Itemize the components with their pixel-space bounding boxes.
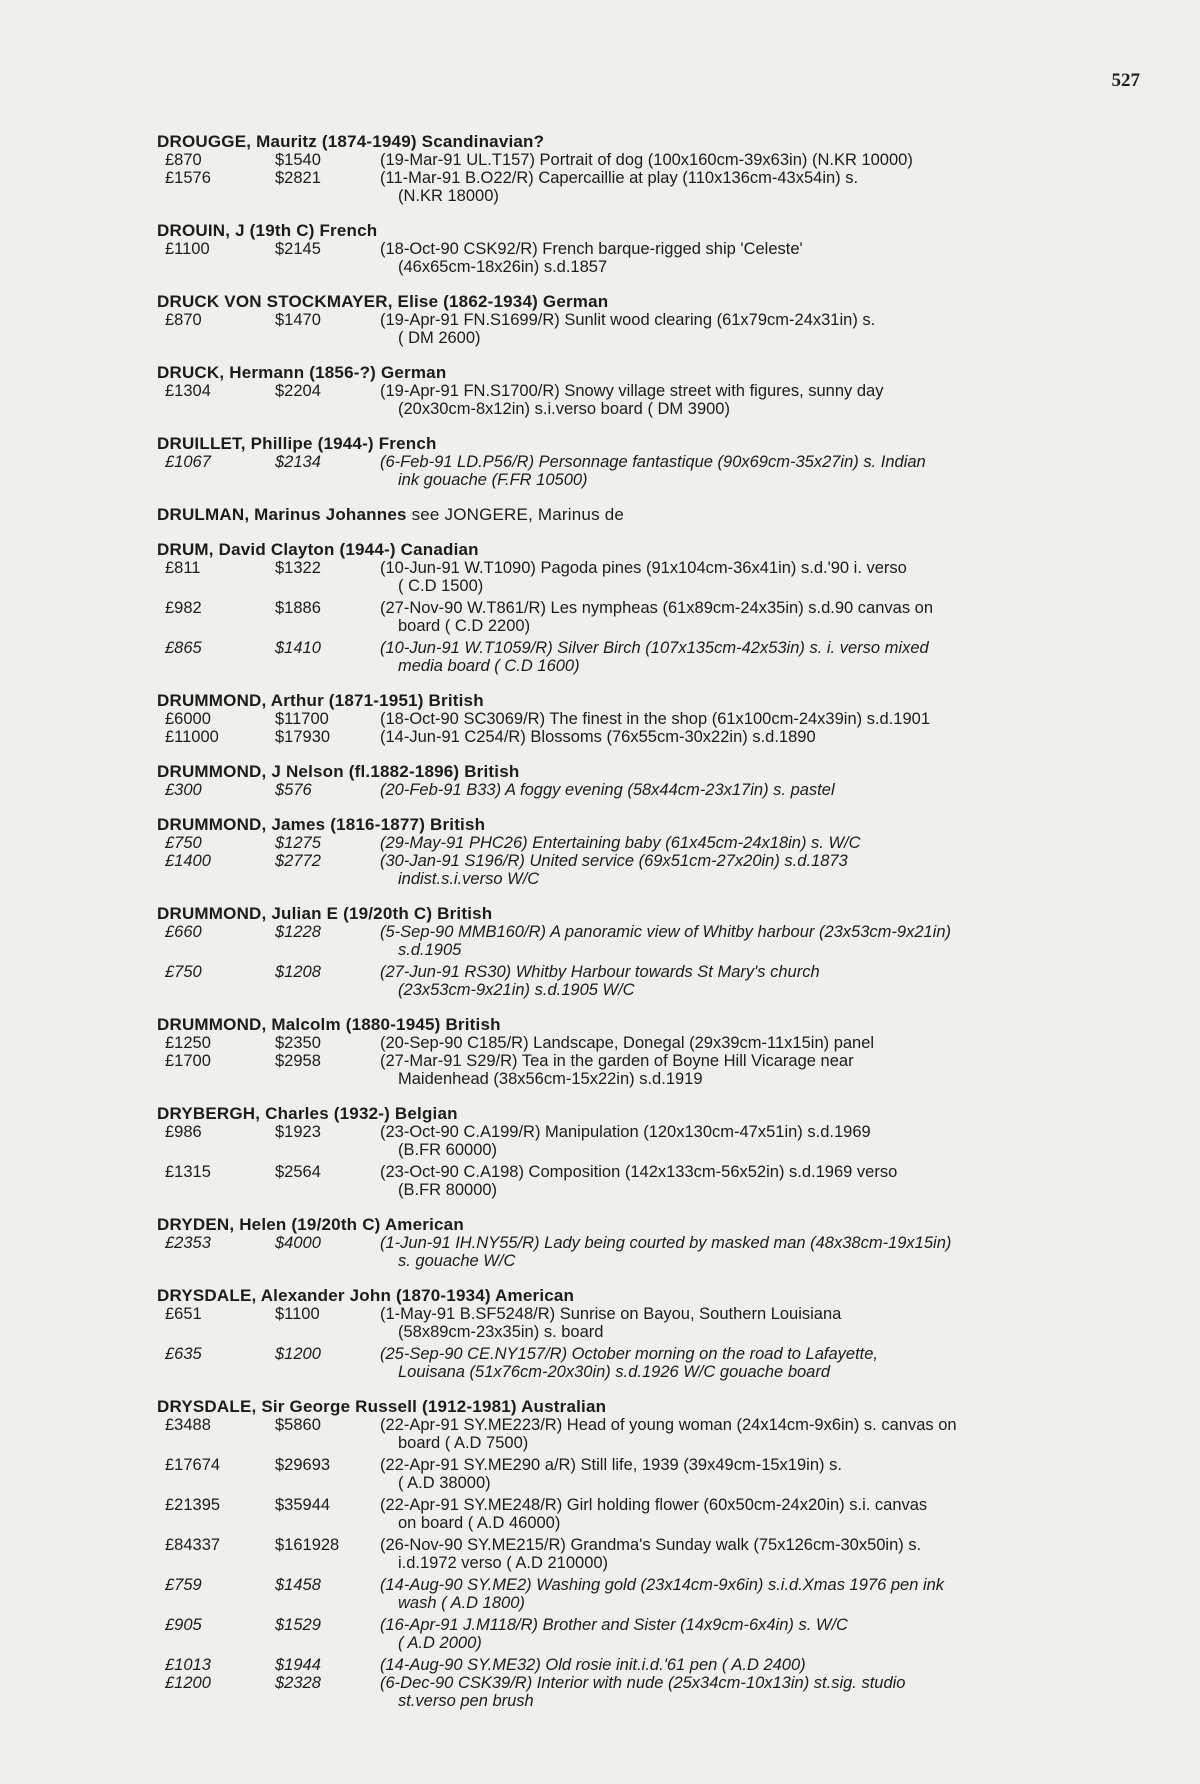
sale-description-line: (18-Oct-90 SC3069/R) The finest in the shop (61x100cm-24x39in) s.d.1901 <box>380 710 930 728</box>
artist-entry <box>157 904 1140 999</box>
price-gbp: £6000 <box>165 710 211 728</box>
sale-description <box>380 1345 1140 1381</box>
price-gbp: £1250 <box>165 1034 211 1052</box>
sale-description-line: (29-May-91 PHC26) Entertaining baby (61x45cm-24x18in) s. W/C <box>380 834 861 852</box>
sale-record <box>157 1616 1140 1652</box>
artist-heading <box>157 434 1140 453</box>
artist-heading <box>157 363 1140 382</box>
sale-record <box>157 852 1140 888</box>
sale-description-line: (22-Apr-91 SY.ME223/R) Head of young woman (24x14cm-9x6in) s. canvas on <box>380 1416 957 1434</box>
sale-description <box>380 169 1140 205</box>
sale-description-line: (14-Aug-90 SY.ME2) Washing gold (23x14cm-9x6in) s.i.d.Xmas 1976 pen ink <box>380 1576 945 1594</box>
sale-description <box>380 1536 1140 1572</box>
sale-description <box>380 1416 1140 1452</box>
price-usd: $1100 <box>275 1305 320 1323</box>
price-gbp: £750 <box>165 834 202 852</box>
price-usd: $17930 <box>275 728 331 746</box>
price-usd: $576 <box>275 781 312 799</box>
sale-record <box>157 1123 1140 1159</box>
artist-heading <box>157 221 1140 240</box>
sale-description-line: (30-Jan-91 S196/R) United service (69x51cm-27x20in) s.d.1873 <box>380 852 848 870</box>
sale-description <box>380 639 1140 675</box>
price-usd: $1923 <box>275 1123 321 1141</box>
price-usd: $1228 <box>275 923 321 941</box>
sale-description-continuation: s. gouache W/C <box>398 1252 516 1270</box>
price-gbp: £865 <box>165 639 202 657</box>
sale-description-continuation: (B.FR 80000) <box>398 1181 498 1199</box>
sale-description <box>380 1305 1140 1341</box>
sale-record <box>157 151 1140 169</box>
price-usd: $2821 <box>275 169 321 187</box>
sale-description <box>380 1123 1140 1159</box>
artist-name: DRYDEN, Helen (19/20th C) American <box>157 1215 464 1234</box>
sale-description <box>380 710 1140 728</box>
price-gbp: £17674 <box>165 1456 221 1474</box>
artist-entry <box>157 132 1140 205</box>
price-gbp: £870 <box>165 151 202 169</box>
price-gbp: £1400 <box>165 852 211 870</box>
artist-name: DRUILLET, Phillipe (1944-) French <box>157 434 437 453</box>
artist-entry <box>157 815 1140 888</box>
sale-description-line: (16-Apr-91 J.M118/R) Brother and Sister (14x9cm-6x4in) s. W/C <box>380 1616 848 1634</box>
sale-description <box>380 728 1140 746</box>
sale-description <box>380 1456 1140 1492</box>
artist-name: DRYBERGH, Charles (1932-) Belgian <box>157 1104 458 1123</box>
sale-description-continuation: (58x89cm-23x35in) s. board <box>398 1323 604 1341</box>
sale-description <box>380 453 1140 489</box>
artist-name: DRUMMOND, Julian E (19/20th C) British <box>157 904 493 923</box>
artist-name: DRUMMOND, James (1816-1877) British <box>157 815 486 834</box>
sale-record <box>157 559 1140 595</box>
sale-record <box>157 240 1140 276</box>
sale-description-line: (6-Feb-91 LD.P56/R) Personnage fantastique (90x69cm-35x27in) s. Indian <box>380 453 926 471</box>
artist-heading <box>157 540 1140 559</box>
price-gbp: £1067 <box>165 453 211 471</box>
sale-description-line: (22-Apr-91 SY.ME248/R) Girl holding flower (60x50cm-24x20in) s.i. canvas <box>380 1496 928 1514</box>
price-gbp: £1576 <box>165 169 211 187</box>
artist-entry <box>157 540 1140 675</box>
sale-record <box>157 1416 1140 1452</box>
artist-name: DRYSDALE, Sir George Russell (1912-1981) Australian <box>157 1397 607 1416</box>
sale-description-continuation: (B.FR 60000) <box>398 1141 498 1159</box>
price-gbp: £651 <box>165 1305 202 1323</box>
sale-description-line: (27-Nov-90 W.T861/R) Les nympheas (61x89cm-24x35in) s.d.90 canvas on <box>380 599 934 617</box>
sale-record <box>157 728 1140 746</box>
sale-record <box>157 1674 1140 1710</box>
artist-heading <box>157 292 1140 311</box>
price-gbp: £986 <box>165 1123 202 1141</box>
sale-description-line: (18-Oct-90 CSK92/R) French barque-rigged ship 'Celeste' <box>380 240 803 258</box>
price-usd: $1529 <box>275 1616 321 1634</box>
price-gbp: £905 <box>165 1616 202 1634</box>
artist-entry <box>157 762 1140 799</box>
sale-record <box>157 1163 1140 1199</box>
sale-description <box>380 1674 1140 1710</box>
artist-entry <box>157 221 1140 276</box>
sale-record <box>157 1576 1140 1612</box>
sale-description <box>380 599 1140 635</box>
sale-record <box>157 382 1140 418</box>
sale-record <box>157 1234 1140 1270</box>
sale-description-continuation: ( A.D 38000) <box>398 1474 491 1492</box>
artist-name: DROUIN, J (19th C) French <box>157 221 378 240</box>
sale-description-line: (14-Jun-91 C254/R) Blossoms (76x55cm-30x22in) s.d.1890 <box>380 728 816 746</box>
artist-entry <box>157 1215 1140 1270</box>
sale-description <box>380 1616 1140 1652</box>
price-gbp: £1304 <box>165 382 211 400</box>
price-gbp: £1315 <box>165 1163 211 1181</box>
artist-heading <box>157 691 1140 710</box>
price-usd: $2145 <box>275 240 321 258</box>
artist-entry <box>157 1286 1140 1381</box>
sale-description <box>380 240 1140 276</box>
sale-description-continuation: i.d.1972 verso ( A.D 210000) <box>398 1554 609 1572</box>
artist-name: DRUMMOND, Arthur (1871-1951) British <box>157 691 484 710</box>
price-usd: $2204 <box>275 382 321 400</box>
sale-description <box>380 781 1140 799</box>
price-usd: $29693 <box>275 1456 331 1474</box>
price-usd: $35944 <box>275 1496 331 1514</box>
price-usd: $2564 <box>275 1163 321 1181</box>
price-gbp: £870 <box>165 311 202 329</box>
artist-entry <box>157 434 1140 489</box>
sale-description <box>380 1163 1140 1199</box>
price-gbp: £811 <box>165 559 201 577</box>
sale-description <box>380 151 1140 169</box>
sale-description-line: (25-Sep-90 CE.NY157/R) October morning on the road to Lafayette, <box>380 1345 879 1363</box>
sale-description-continuation: ( A.D 2000) <box>398 1634 482 1652</box>
price-gbp: £1100 <box>165 240 210 258</box>
price-usd: $2958 <box>275 1052 321 1070</box>
artist-name: DRUCK, Hermann (1856-?) German <box>157 363 447 382</box>
price-gbp: £84337 <box>165 1536 221 1554</box>
artist-entry <box>157 1397 1140 1710</box>
price-gbp: £759 <box>165 1576 202 1594</box>
sale-record <box>157 169 1140 205</box>
price-usd: $4000 <box>275 1234 321 1252</box>
sale-description-continuation: (20x30cm-8x12in) s.i.verso board ( DM 3900) <box>398 400 730 418</box>
sale-record <box>157 781 1140 799</box>
sale-description-line: (19-Mar-91 UL.T157) Portrait of dog (100x160cm-39x63in) (N.KR 10000) <box>380 151 913 169</box>
price-usd: $1200 <box>275 1345 321 1363</box>
artist-entry <box>157 1015 1140 1088</box>
page-number: 527 <box>1111 70 1140 91</box>
sale-description-line: (23-Oct-90 C.A199/R) Manipulation (120x130cm-47x51in) s.d.1969 <box>380 1123 871 1141</box>
price-gbp: £1013 <box>165 1656 211 1674</box>
sale-record <box>157 639 1140 675</box>
artist-entry <box>157 505 1140 524</box>
sale-description-line: (11-Mar-91 B.O22/R) Capercaillie at play (110x136cm-43x54in) s. <box>380 169 859 187</box>
sale-description <box>380 1034 1140 1052</box>
price-usd: $1322 <box>275 559 321 577</box>
artist-heading <box>157 1397 1140 1416</box>
entries-list <box>157 132 1140 1710</box>
sale-description-continuation: wash ( A.D 1800) <box>398 1594 525 1612</box>
sale-description <box>380 382 1140 418</box>
sale-description-continuation: (N.KR 18000) <box>398 187 499 205</box>
artist-name: DRUM, David Clayton (1944-) Canadian <box>157 540 479 559</box>
price-usd: $1275 <box>275 834 321 852</box>
price-gbp: £750 <box>165 963 202 981</box>
sale-description <box>380 963 1140 999</box>
price-gbp: £300 <box>165 781 202 799</box>
artist-heading <box>157 1286 1140 1305</box>
sale-record <box>157 311 1140 347</box>
sale-description-continuation: Maidenhead (38x56cm-15x22in) s.d.1919 <box>398 1070 703 1088</box>
sale-description <box>380 852 1140 888</box>
sale-description-line: (20-Feb-91 B33) A foggy evening (58x44cm-23x17in) s. pastel <box>380 781 835 799</box>
sale-description-continuation: board ( C.D 2200) <box>398 617 531 635</box>
sale-record <box>157 1496 1140 1532</box>
sale-description-continuation: media board ( C.D 1600) <box>398 657 580 675</box>
sale-description-line: (22-Apr-91 SY.ME290 a/R) Still life, 1939 (39x49cm-15x19in) s. <box>380 1456 842 1474</box>
price-usd: $161928 <box>275 1536 340 1554</box>
price-gbp: £3488 <box>165 1416 211 1434</box>
artist-name: DROUGGE, Mauritz (1874-1949) Scandinavian? <box>157 132 545 151</box>
artist-heading <box>157 505 1140 524</box>
sale-description-line: (26-Nov-90 SY.ME215/R) Grandma's Sunday walk (75x126cm-30x50in) s. <box>380 1536 922 1554</box>
sale-description-line: (14-Aug-90 SY.ME32) Old rosie init.i.d.'61 pen ( A.D 2400) <box>380 1656 806 1674</box>
sale-record <box>157 599 1140 635</box>
price-gbp: £1700 <box>165 1052 211 1070</box>
price-usd: $1410 <box>275 639 321 657</box>
sale-record <box>157 923 1140 959</box>
sale-description-line: (6-Dec-90 CSK39/R) Interior with nude (25x34cm-10x13in) st.sig. studio <box>380 1674 906 1692</box>
sale-description <box>380 559 1140 595</box>
artist-heading <box>157 762 1140 781</box>
price-usd: $1540 <box>275 151 321 169</box>
sale-description <box>380 1496 1140 1532</box>
sale-description-continuation: board ( A.D 7500) <box>398 1434 529 1452</box>
sale-description <box>380 834 1140 852</box>
sale-description-line: (10-Jun-91 W.T1090) Pagoda pines (91x104cm-36x41in) s.d.'90 i. verso <box>380 559 907 577</box>
sale-record <box>157 963 1140 999</box>
artist-heading <box>157 1015 1140 1034</box>
price-gbp: £1200 <box>165 1674 211 1692</box>
sale-description-continuation: (46x65cm-18x26in) s.d.1857 <box>398 258 608 276</box>
sale-description-line: (23-Oct-90 C.A198) Composition (142x133cm-56x52in) s.d.1969 verso <box>380 1163 898 1181</box>
artist-name: DRULMAN, Marinus Johannes <box>157 505 407 524</box>
artist-heading <box>157 1104 1140 1123</box>
sale-description-line: (19-Apr-91 FN.S1700/R) Snowy village street with figures, sunny day <box>380 382 884 400</box>
sale-description-line: (5-Sep-90 MMB160/R) A panoramic view of Whitby harbour (23x53cm-9x21in) <box>380 923 952 941</box>
sale-record <box>157 1034 1140 1052</box>
price-usd: $11700 <box>275 710 329 728</box>
sale-description-line: (1-May-91 B.SF5248/R) Sunrise on Bayou, Southern Louisiana <box>380 1305 842 1323</box>
sale-record <box>157 453 1140 489</box>
sale-description-continuation: s.d.1905 <box>398 941 462 959</box>
artist-heading <box>157 815 1140 834</box>
price-usd: $1208 <box>275 963 321 981</box>
sale-record <box>157 1052 1140 1088</box>
sale-description-continuation: ( DM 2600) <box>398 329 481 347</box>
sale-description <box>380 923 1140 959</box>
sale-description-continuation: Louisana (51x76cm-20x30in) s.d.1926 W/C gouache board <box>398 1363 831 1381</box>
artist-name: DRUCK VON STOCKMAYER, Elise (1862-1934) German <box>157 292 609 311</box>
price-usd: $2328 <box>275 1674 321 1692</box>
sale-description-continuation: st.verso pen brush <box>398 1692 534 1710</box>
sale-description <box>380 1052 1140 1088</box>
sale-description-continuation: indist.s.i.verso W/C <box>398 870 540 888</box>
price-usd: $5860 <box>275 1416 321 1434</box>
price-gbp: £11000 <box>165 728 219 746</box>
sale-record <box>157 1345 1140 1381</box>
sale-description <box>380 1656 1140 1674</box>
artist-name: DRUMMOND, Malcolm (1880-1945) British <box>157 1015 501 1034</box>
sale-description-continuation: on board ( A.D 46000) <box>398 1514 561 1532</box>
sale-description-continuation: ( C.D 1500) <box>398 577 484 595</box>
price-usd: $1886 <box>275 599 321 617</box>
sale-description <box>380 311 1140 347</box>
artist-entry <box>157 691 1140 746</box>
price-usd: $1470 <box>275 311 321 329</box>
sale-record <box>157 1456 1140 1492</box>
price-gbp: £660 <box>165 923 202 941</box>
artist-entry <box>157 1104 1140 1199</box>
artist-heading <box>157 904 1140 923</box>
sale-record <box>157 1305 1140 1341</box>
price-gbp: £982 <box>165 599 202 617</box>
price-gbp: £2353 <box>165 1234 211 1252</box>
price-usd: $1458 <box>275 1576 321 1594</box>
sale-description-continuation: ink gouache (F.FR 10500) <box>398 471 588 489</box>
sale-description-line: (20-Sep-90 C185/R) Landscape, Donegal (29x39cm-11x15in) panel <box>380 1034 875 1052</box>
sale-record <box>157 834 1140 852</box>
artist-name: DRYSDALE, Alexander John (1870-1934) American <box>157 1286 575 1305</box>
sale-description-line: (10-Jun-91 W.T1059/R) Silver Birch (107x135cm-42x53in) s. i. verso mixed <box>380 639 929 657</box>
sale-description-line: (27-Jun-91 RS30) Whitby Harbour towards St Mary's church <box>380 963 820 981</box>
sale-record <box>157 710 1140 728</box>
artist-name: DRUMMOND, J Nelson (fl.1882-1896) British <box>157 762 520 781</box>
price-usd: $2350 <box>275 1034 321 1052</box>
sale-description <box>380 1576 1140 1612</box>
sale-description-line: (27-Mar-91 S29/R) Tea in the garden of Boyne Hill Vicarage near <box>380 1052 854 1070</box>
sale-description-continuation: (23x53cm-9x21in) s.d.1905 W/C <box>398 981 635 999</box>
price-usd: $2772 <box>275 852 321 870</box>
sale-description <box>380 1234 1140 1270</box>
price-usd: $2134 <box>275 453 321 471</box>
price-gbp: £635 <box>165 1345 202 1363</box>
sale-record <box>157 1656 1140 1674</box>
artist-entry <box>157 292 1140 347</box>
sale-description-line: (1-Jun-91 IH.NY55/R) Lady being courted by masked man (48x38cm-19x15in) <box>380 1234 952 1252</box>
artist-heading <box>157 1215 1140 1234</box>
sale-description-line: (19-Apr-91 FN.S1699/R) Sunlit wood clearing (61x79cm-24x31in) s. <box>380 311 876 329</box>
see-reference: see JONGERE, Marinus de <box>406 505 625 524</box>
artist-entry <box>157 363 1140 418</box>
price-usd: $1944 <box>275 1656 321 1674</box>
price-gbp: £21395 <box>165 1496 221 1514</box>
sale-record <box>157 1536 1140 1572</box>
artist-heading <box>157 132 1140 151</box>
